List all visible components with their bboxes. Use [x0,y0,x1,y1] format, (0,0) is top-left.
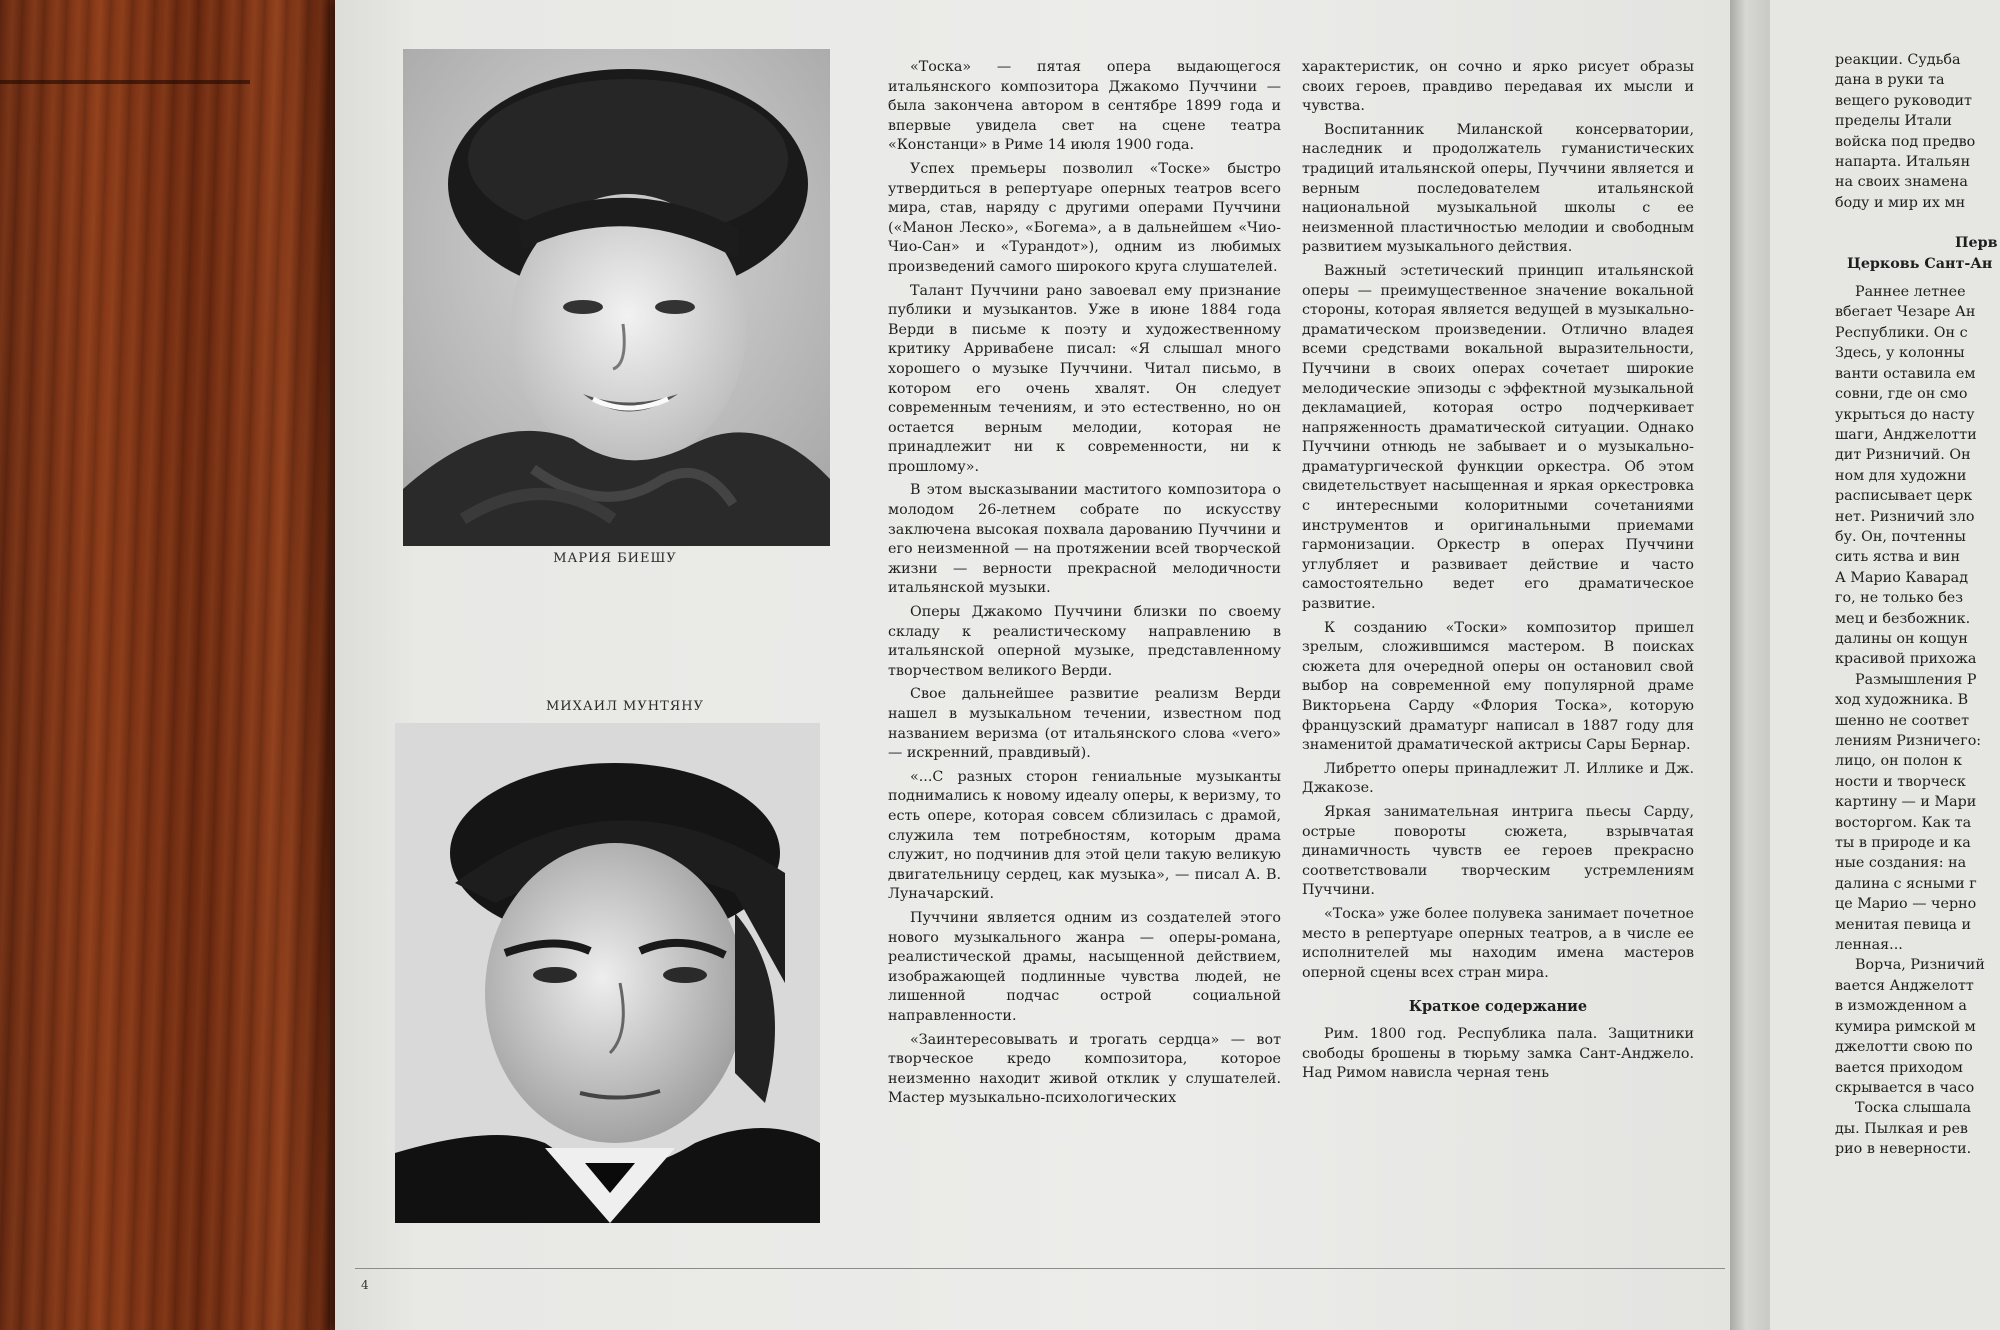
table-board-edge [0,80,250,124]
paragraph: Талант Пуччини рано завоевал ему признание публики и музыкантов. Уже в июне 1884 года Верди в письме к поэту и художественному критику Арривабене писал: «Я слышал много хорошего о музыке Пуччини. Читал письмо, в котором его очень хвалят. Он следует современным течениям, и это естественно, но он остается верным мелодии, которая не принадлежит ни к современности, ни к прошлому». [888,282,1281,475]
facing-page-line: вается приходом [1835,1059,1963,1076]
facing-page-line: ты в природе и ка [1835,835,1971,852]
facing-page-line: Республики. Он с [1835,324,1968,341]
paragraph: Яркая занимательная интрига пьесы Сарду, острые повороты сюжета, взрывчатая динамичность чувств ее героев прекрасно соответствовали творческим устремлениям Пуччини. [1302,803,1694,899]
facing-page-line: го, не только без [1835,590,1964,607]
paragraph: «Заинтересовывать и трогать сердца» — вот творческое кредо композитора, которое неизменно находит живой отклик у слушателей. Мастер музыкально-психологических [888,1031,1281,1107]
facing-page-line: дит Ризничий. Он [1835,447,1971,464]
facing-page-text [1835,50,2000,1160]
paragraph: «...С разных сторон гениальные музыканты поднимались к новому идеалу оперы, к веризму, то есть опере, которая совсем сблизилась с драмой, служила тем потребностям, которым драма служит, но подчинив для этой цели такую великую двигательницу сердец, как музыка», — писал А. В. Луначарский. [888,768,1281,903]
facing-page-line: ход художника. В [1835,692,1969,709]
facing-page-line: Ворча, Ризничий [1855,957,1985,974]
facing-page-line: рио в неверности. [1835,1141,1972,1158]
paragraph: характеристик, он сочно и ярко рисует образы своих героев, правдиво передавая их мысли и чувства. [1302,59,1694,115]
page-gutter [1730,0,1770,1330]
facing-page-line: ном для художни [1835,467,1967,484]
section-heading-summary: Краткое содержание [1408,998,1588,1016]
facing-page-line: вещего руководит [1835,92,1972,109]
facing-page-line: це Марио — черно [1835,896,1977,913]
paragraph: Успех премьеры позволил «Тоске» быстро утвердиться в репертуаре оперных театров всего мира, став, наряду с другими операми Пуччини («Манон Леско», «Богема», а в дальнейшем «Чио-Чио-Сан» и «Турандот»), одним из любимых произведений самого широкого круга слушателей. [888,160,1281,275]
page-number: 4 [361,1278,369,1292]
facing-page-line: Перв [1955,235,1998,252]
facing-page-line: совни, где он смо [1835,386,1968,403]
facing-page-line: сить яства и вин [1835,549,1961,566]
facing-page-line: расписывает церк [1835,488,1973,505]
photo-caption-mikhail-muntyanu: МИХАИЛ МУНТЯНУ [545,699,704,714]
text-column-center [888,58,1281,1113]
paragraph: К созданию «Тоски» композитор пришел зрелым, сложившимся мастером. В поисках сюжета для очередной оперы он остановил свой выбор на современной ему популярной драме Викторьена Сарду «Флория Тоска», которую французский драматург написал в 1887 году для знаменитой драматической актрисы Сары Бернар. [1302,619,1694,754]
text-column-right [1302,58,1694,1088]
paragraph: «Тоска» уже более полувека занимает почетное место в репертуаре оперных театров, а в числе ее исполнителей мы находим имена мастеров оперной сцены всех стран мира. [1302,905,1694,981]
facing-page-line: войска под предво [1835,133,1976,150]
paragraph: Свое дальнейшее развитие реализм Верди нашел в музыкальном течении, известном под названием веризма (от итальянского слова «vero» — искренний, правдивый). [888,686,1281,762]
facing-page-line: в изможденном а [1835,998,1967,1015]
facing-page-line: кумира римской м [1835,1018,1976,1035]
facing-page-line: бу. Он, почтенны [1835,528,1966,545]
facing-page-line: скрывается в часо [1835,1079,1975,1096]
facing-page-line: пределы Итали [1835,113,1952,130]
portrait-photo-mikhail-muntyanu [395,723,820,1223]
facing-page-line: мец и безбожник. [1835,610,1971,627]
paragraph: «Тоска» — пятая опера выдающегося итальянского композитора Джакомо Пуччини — была закончена автором в сентябре 1899 года и впервые увидела свет на сцене театра «Констанци» в Риме 14 июля 1900 года. [888,59,1281,154]
facing-page-line: далины он кощун [1835,630,1968,647]
facing-page-line: картину — и Мари [1835,794,1977,811]
portrait-photo-maria-bieshu [403,49,830,546]
facing-page-line: ленная... [1835,937,1903,954]
facing-page-line: лицо, он полон к [1835,753,1963,770]
paragraph: Оперы Джакомо Пуччини близки по своему складу к реалистическому направлению в итальянской оперной музыке, представленному творчеством великого Верди. [888,604,1281,679]
facing-page-line: ванти оставила ем [1835,365,1976,382]
facing-page-line: Здесь, у колонны [1835,345,1965,362]
facing-page-line: красивой прихожа [1835,651,1977,668]
facing-page-line: Тоска слышала [1855,1100,1972,1117]
facing-page-line: на своих знамена [1835,174,1968,191]
facing-page-line: лениям Ризничего: [1835,733,1982,749]
facing-page-line: далина с ясными г [1835,875,1977,892]
facing-page-line: джелотти свою по [1835,1039,1973,1056]
facing-page-line: Раннее летнее [1855,284,1966,301]
facing-page-line: Церковь Сант-Ан [1847,255,1993,272]
facing-page-line: дана в руки та [1835,72,1945,89]
facing-page-line: укрыться до насту [1835,406,1975,423]
facing-page-line: А Марио Каварад [1835,569,1969,586]
facing-page-line: шенно не соответ [1835,712,1970,729]
facing-page-line: ные создания: на [1835,855,1967,872]
facing-page-line: боду и мир их мн [1835,194,1966,211]
photo-caption-maria-bieshu: МАРИЯ БИЕШУ [553,551,677,566]
facing-page-line: шаги, Анджелотти [1835,426,1977,443]
facing-page-line: напарта. Итальян [1835,154,1971,171]
facing-page-line: Размышления Р [1855,671,1977,688]
bottom-rule [355,1268,1725,1269]
paragraph: Воспитанник Миланской консерватории, наследник и продолжатель гуманистических традиций итальянской оперы, Пуччини является и верным последователем итальянской национальной музыкальной школы с ее неизменной пластичностью мелодии и свободным развитием музыкального действия. [1302,121,1694,256]
paragraph: Пуччини является одним из создателей этого нового музыкального жанра — оперы-романа, реалистической драмы, насыщенной действием, изображающей подлинные чувства людей, не лишенной подчас острой социальной направленности. [888,909,1281,1024]
facing-page-line: ности и творческ [1835,773,1966,790]
facing-page-line: ды. Пылкая и рев [1835,1120,1968,1137]
facing-page-line: восторгом. Как та [1835,814,1972,831]
paragraph: Важный эстетический принцип итальянской оперы — преимущественное значение вокальной стороны, которая является ведущей в музыкально-драматическом произведении. Отлично владея всеми средствами вокальной выразительности, Пуччини в своих операх сочетает широкие мелодические эпизоды с эффектной музыкальной декламацией, которая остро подчеркивает напряженность драматической ситуации. Однако Пуччини отнюдь не забывает и о музыкально-драматургической функции оркестра. Об этом свидетельствует насыщенная и яркая оркестровка с интересными колоритными сочетаниями инструментов и оригинальными приемами гармонизации. Оркестр в операх Пуччини углубляет и развивает действие и часто самостоятельно ведет его драматическое развитие. [1302,262,1694,613]
facing-page-line: вается Анджелотт [1835,977,1974,994]
facing-page-line: нет. Ризничий зло [1835,508,1975,525]
wooden-table-surface [0,0,330,1330]
paragraph: В этом высказывании маститого композитора о молодом 26-летнем собрате по искусству заключена высокая похвала дарованию Пуччини и его неизменной — на протяжении всей творческой жизни — верности прекрасной мелодичности итальянской музыки. [888,482,1281,597]
facing-page-line: вбегает Чезаре Ан [1835,304,1976,321]
paragraph: Рим. 1800 год. Республика пала. Защитники свободы брошены в тюрьму замка Сант-Анджело. Над Римом нависла черная тень [1302,1025,1694,1082]
paragraph: Либретто оперы принадлежит Л. Иллике и Дж. Джакозе. [1302,760,1694,797]
facing-page-line: реакции. Судьба [1835,52,1961,68]
facing-page-line: менитая певица и [1835,916,1971,933]
